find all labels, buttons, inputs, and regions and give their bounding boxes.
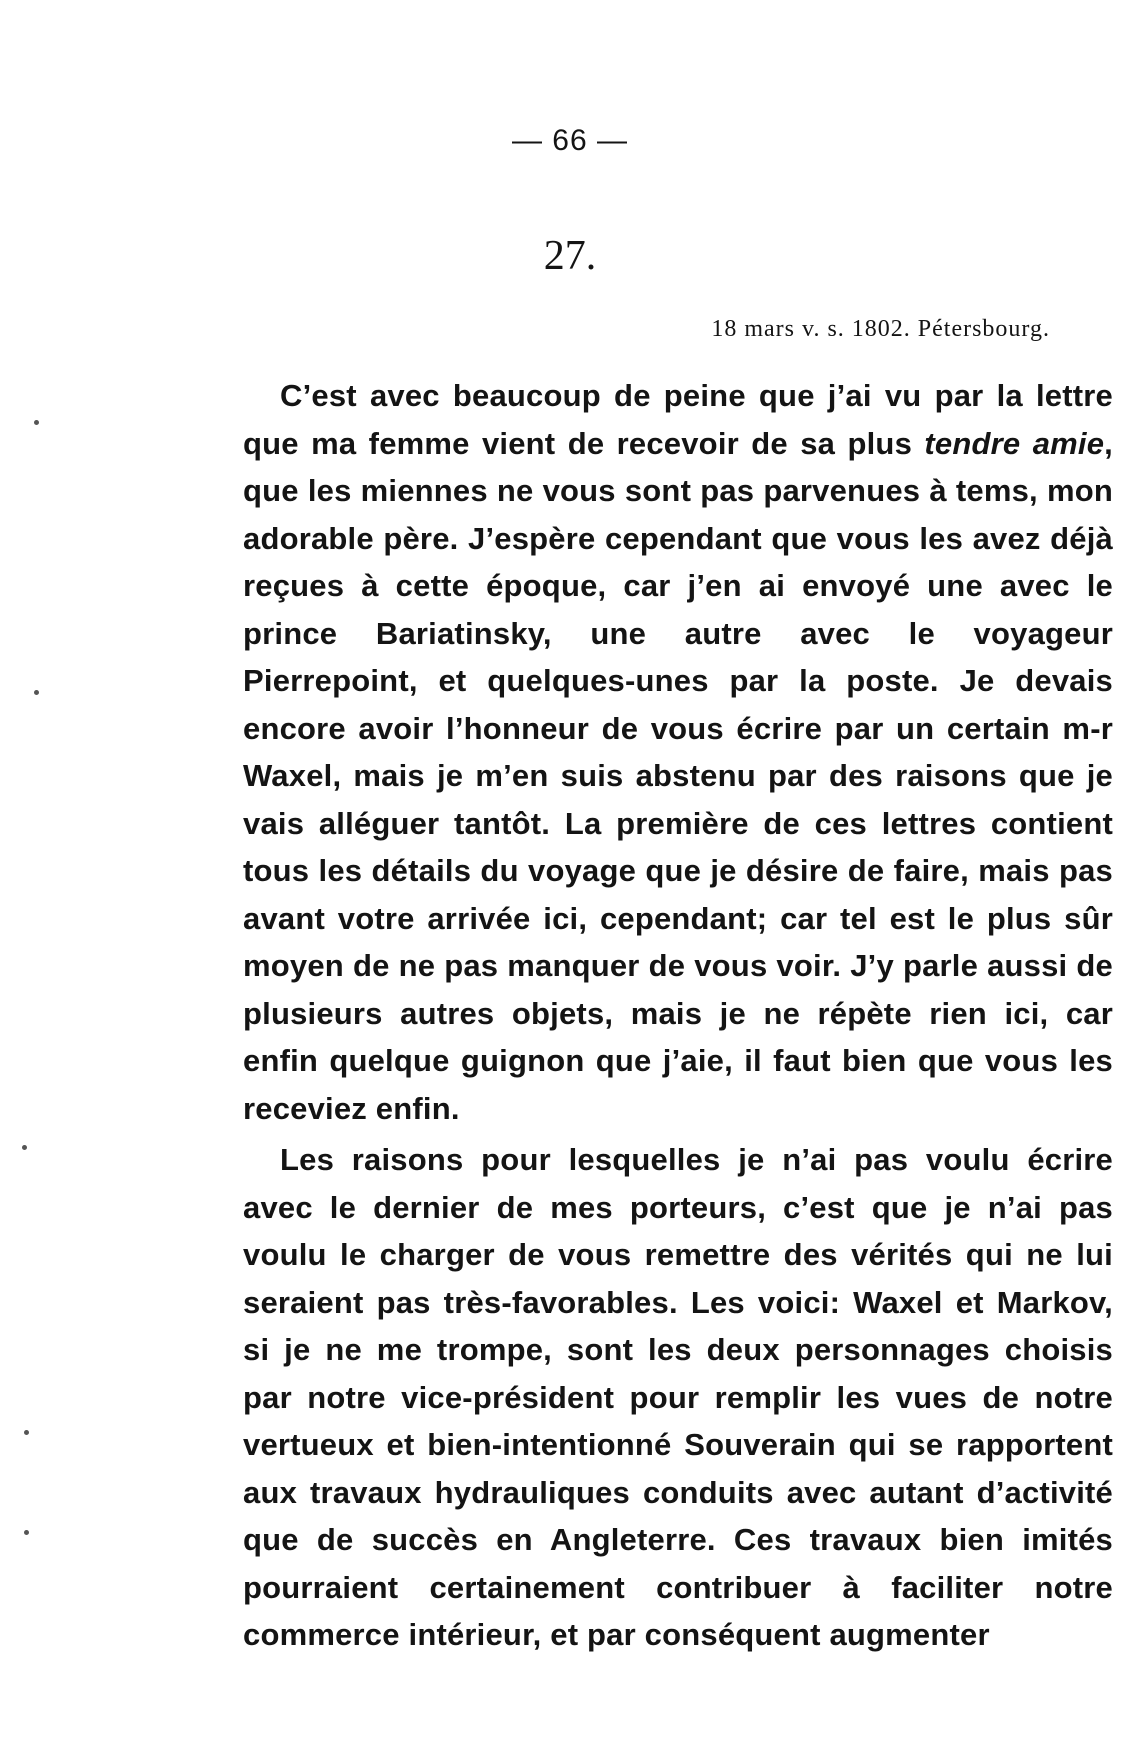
dateline: 18 mars v. s. 1802. Pétersbourg. bbox=[711, 316, 1050, 342]
paragraph-1-end: , que les miennes ne vous sont pas parvenues à tems, mon adorable père. J’espère cependant que vous les avez déjà reçues à cette époque, car j’en ai envoyé une avec le prince Bariatinsky, une autre avec le voyageur Pierrepoint, et quelques-unes par la poste. Je devais encore avoir l’honneur de vous écrire par un certain m-r Waxel, mais je m’en suis abstenu par des raisons que je vais alléguer tantôt. La première de ces lettres contient tous les détails du voyage que je désire de faire, mais pas avant votre arrivée ici, cependant; car tel est le plus sûr moyen de ne pas manquer de vous voir. J’y parle aussi de plusieurs autres objets, mais je ne répète rien ici, car enfin quelque guignon que j’aie, il faut bien que vous les receviez enfin. bbox=[243, 425, 1113, 1126]
paragraph-1-start: C’est avec beaucoup de peine que j’ai vu par la lettre que ma femme vient de recevoir de sa plus bbox=[243, 378, 1113, 461]
emphasized-phrase: tendre amie bbox=[924, 425, 1105, 461]
scan-speck bbox=[22, 1145, 27, 1150]
paragraph-2: Les raisons pour lesquelles je n’ai pas voulu écrire avec le dernier de mes porteurs, c’est que je n’ai pas voulu le charger de vous remettre des vérités qui ne lui seraient pas très-favorables. Les voici: Waxel et Markov, si je ne me trompe, sont les deux personnages choisis par notre vice-président pour remplir les vues de notre vertueux et bien-intentionné Souverain qui se rapportent aux travaux hydrauliques conduits avec autant d’activité que de succès en Angleterre. Ces travaux bien imités pourraient certainement contribuer à faciliter notre commerce intérieur, et par conséquent augmenter bbox=[243, 1142, 1113, 1652]
scan-speck bbox=[34, 420, 39, 425]
letter-body bbox=[243, 372, 1113, 1659]
scan-speck bbox=[24, 1430, 29, 1435]
paragraph-1 bbox=[243, 372, 1113, 1132]
page-number: — 66 — bbox=[511, 124, 629, 157]
scan-speck bbox=[34, 690, 39, 695]
letter-number: 27. bbox=[543, 233, 597, 279]
scan-speck bbox=[24, 1530, 29, 1535]
